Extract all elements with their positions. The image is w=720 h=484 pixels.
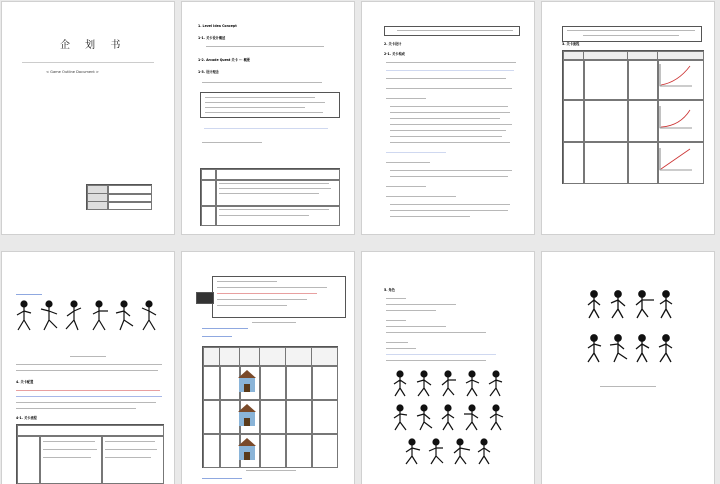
document-page-8[interactable] xyxy=(542,252,714,484)
stick-figure-row xyxy=(14,300,164,350)
header-table xyxy=(384,26,520,36)
section-heading: 5. 角色 xyxy=(384,288,395,292)
section-heading: 4. 关卡配置 xyxy=(16,380,34,384)
section-heading: 4-1. 关卡流程 xyxy=(16,416,37,420)
stage-info-table xyxy=(212,276,346,318)
curve-graph-3 xyxy=(658,146,694,172)
notes-box xyxy=(200,92,340,118)
section-heading: 1-2. Arcade Quest 关卡 ··· 概要 xyxy=(198,58,250,62)
document-page-5[interactable] xyxy=(2,252,174,484)
section-heading: 3. 关卡流程 xyxy=(562,42,580,46)
thumbnail xyxy=(196,292,214,304)
section-heading: 2. 关卡设计 xyxy=(384,42,402,46)
document-page-1[interactable] xyxy=(2,2,174,234)
curve-graph-1 xyxy=(658,62,694,88)
section-heading: 2-1. 关卡构成 xyxy=(384,52,405,56)
building-icon xyxy=(236,436,258,462)
section-heading: 1-3. 设计理念 xyxy=(198,70,219,74)
document-page-4[interactable] xyxy=(542,2,714,234)
character-pose-sheet xyxy=(582,288,682,378)
character-sprite-sheet xyxy=(390,368,510,472)
document-page-7[interactable] xyxy=(362,252,534,484)
document-page-2[interactable] xyxy=(182,2,354,234)
description-table xyxy=(200,168,340,226)
building-table xyxy=(202,346,338,468)
section-heading: 1-1. 关卡设计概述 xyxy=(198,36,226,40)
document-subtitle: < Game Outline Document > xyxy=(46,70,99,74)
curve-graph-2 xyxy=(658,104,694,130)
building-icon xyxy=(236,402,258,428)
document-page-6[interactable] xyxy=(182,252,354,484)
document-page-3[interactable] xyxy=(362,2,534,234)
building-icon xyxy=(236,368,258,394)
document-title: 企 划 书 xyxy=(60,40,127,51)
summary-box xyxy=(562,26,702,42)
section-heading: 1. Level Idea Concept xyxy=(198,24,237,28)
info-table xyxy=(86,184,152,210)
level-table xyxy=(16,424,164,484)
